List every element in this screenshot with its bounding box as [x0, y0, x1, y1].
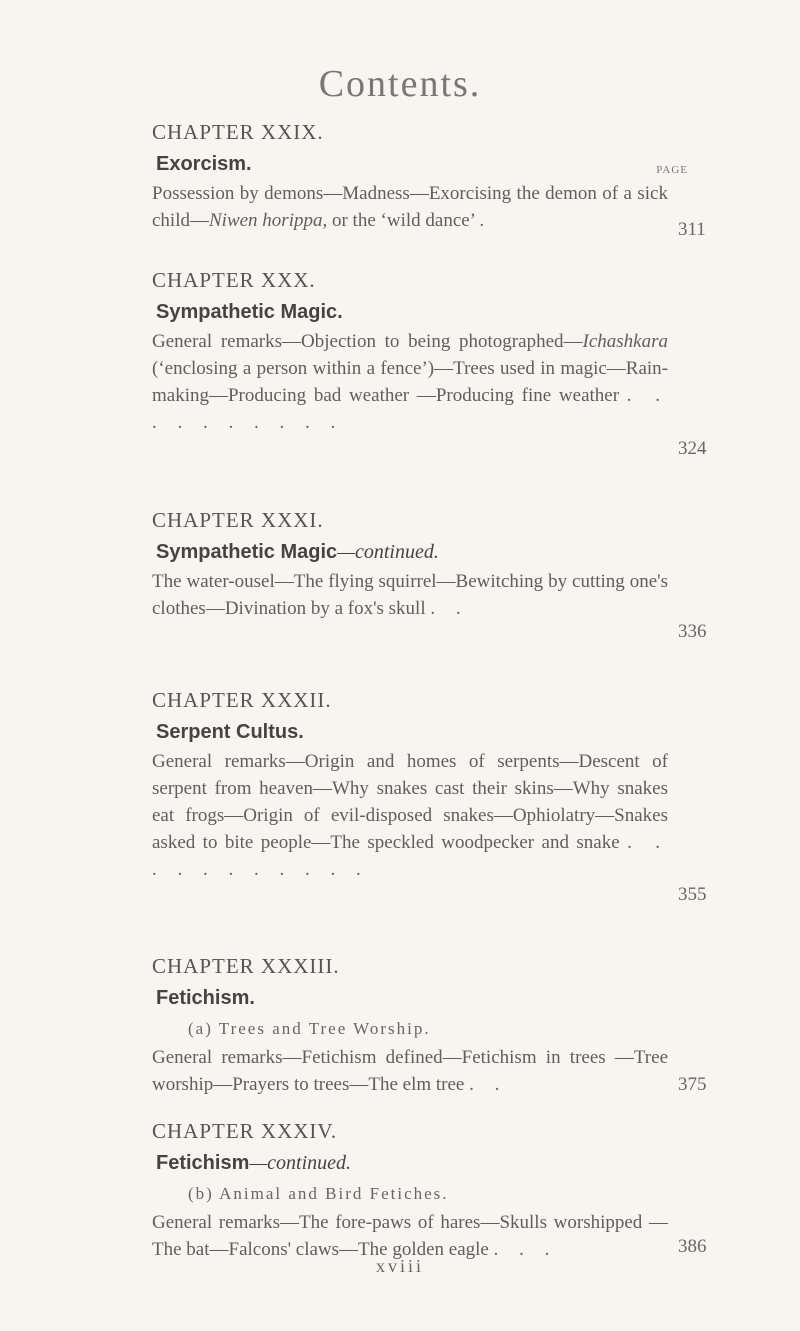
chapter-subsection: (b) Animal and Bird Fetiches. — [188, 1184, 449, 1203]
chapter-description: General remarks—Objection to being photographed—Ichashkara (‘enclosing a person within a fence’)—Trees used in magic—Rain-making—Producing bad weather —Producing fine weather . . . . . . . . . . — [152, 331, 669, 433]
chapter-title: Fetichism—continued. — [156, 1152, 352, 1174]
chapter-33 — [152, 950, 668, 1098]
chapter-29 — [152, 116, 668, 234]
chapter-heading: CHAPTER XXX. — [152, 268, 316, 292]
page-number-375: 375 — [678, 1074, 707, 1095]
chapter-title: Sympathetic Magic. — [156, 301, 343, 323]
page-number-355: 355 — [678, 884, 707, 905]
page-title: Contents. — [318, 63, 482, 105]
chapter-30 — [152, 264, 668, 436]
chapter-heading: CHAPTER XXXII. — [152, 688, 332, 712]
chapter-32 — [152, 684, 668, 883]
chapter-34 — [152, 1115, 668, 1263]
chapter-description: The water-ousel—The flying squirrel—Bewitching by cutting one's clothes—Divination by a fox's skull . . — [152, 571, 668, 619]
page-column-label: PAGE — [656, 164, 688, 176]
page-number-386: 386 — [678, 1236, 707, 1257]
chapter-description: General remarks—Fetichism defined—Fetichism in trees —Tree worship—Prayers to trees—The elm tree . . — [152, 1047, 668, 1095]
chapter-title: Exorcism. — [156, 153, 252, 175]
chapter-heading: CHAPTER XXIX. — [152, 120, 324, 144]
chapter-title: Sympathetic Magic—continued. — [156, 541, 439, 563]
chapter-heading: CHAPTER XXXIV. — [152, 1119, 338, 1143]
page-number-336: 336 — [678, 621, 707, 642]
chapter-description: General remarks—Origin and homes of serpents—Descent of serpent from heaven—Why snakes cast their skins—Why snakes eat frogs—Origin of evil-disposed snakes—Ophiolatry—Snakes asked to bite people—The speckled woodpecker and snake . . . . . . . . . . . — [152, 751, 668, 880]
chapter-subsection: (a) Trees and Tree Worship. — [188, 1019, 431, 1038]
chapter-31 — [152, 504, 668, 622]
chapter-heading: CHAPTER XXXI. — [152, 508, 324, 532]
chapter-description: General remarks—The fore-paws of hares—Skulls worshipped —The bat—Falcons' claws—The golden eagle . . . — [152, 1212, 668, 1260]
chapter-title: Serpent Cultus. — [156, 721, 304, 743]
chapter-title: Fetichism. — [156, 987, 255, 1009]
page-number-311: 311 — [678, 219, 706, 240]
folio: xviii — [375, 1256, 424, 1276]
chapter-description: Possession by demons—Madness—Exorcising the demon of a sick child—Niwen horippa, or the ‘wild dance’ . — [152, 183, 668, 231]
chapter-heading: CHAPTER XXXIII. — [152, 954, 340, 978]
page-number-324: 324 — [678, 438, 707, 459]
